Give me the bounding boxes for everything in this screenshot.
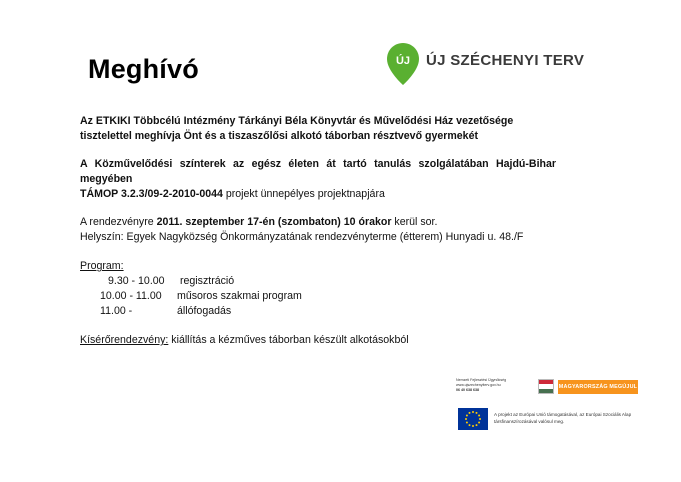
- eu-support-text: A projekt az Európai Unió támogatásával, az Európai Szociális Alap társfinanszírozásával valósul meg.: [494, 412, 632, 424]
- sponsor-footer: [456, 372, 646, 434]
- program-time: 10.00 - 11.00: [100, 290, 162, 302]
- intro-paragraph: Az ETKIKI Többcélú Intézmény Tárkányi Béla Könyvtár és Művelődési Ház vezetősége tisztelettel meghívja Önt és a tiszaszőlősi alkotó táborban résztvevő gyermekét: [80, 115, 514, 142]
- uj-szechenyi-terv-logo: [386, 42, 584, 86]
- program-title: regisztráció: [180, 275, 235, 287]
- event-suffix: kerül sor.: [391, 216, 438, 228]
- program-title: állófogadás: [177, 305, 232, 317]
- project-title: A Közművelődési színterek az egész életen át tartó tanulás szolgálatában Hajdú-Bihar megyében: [80, 158, 556, 185]
- agency-phone: 06 40 638 638: [456, 388, 479, 392]
- logo-text: ÚJ SZÉCHENYI TERV: [426, 51, 585, 69]
- program-item: [80, 304, 556, 319]
- side-event-paragraph: [80, 333, 556, 348]
- agency-web: www.ujszechenyiterv.gov.hu: [456, 383, 501, 387]
- venue-text: Helyszín: Egyek Nagyközség Önkormányzatának rendezvényterme (étterem) Hunyadi u. 48./F: [80, 231, 524, 243]
- side-event-text: kiállítás a kézműves táborban készült alkotásokból: [168, 334, 409, 346]
- agency-info: [456, 378, 520, 393]
- program-time: 11.00 -: [100, 305, 133, 317]
- hungarian-flag-icon: [538, 379, 554, 394]
- page-title: Meghívó: [88, 54, 199, 84]
- side-event-label: Kísérőrendezvény:: [80, 334, 169, 346]
- project-rest: projekt ünnepélyes projektnapjára: [222, 188, 385, 200]
- program-label: Program:: [80, 260, 124, 272]
- agency-name: Nemzeti Fejlesztési Ügynökség: [456, 378, 507, 382]
- logo-pin-letters: ÚJ: [395, 55, 411, 67]
- eu-flag-icon: [458, 408, 488, 430]
- project-code: TÁMOP 3.2.3/09-2-2010-0044: [80, 188, 223, 200]
- program-title: műsoros szakmai program: [177, 290, 302, 302]
- event-date: 2011. szeptember 17-én (szombaton) 10 órakor: [156, 216, 392, 228]
- project-paragraph: [80, 157, 556, 202]
- program-item: [80, 289, 556, 304]
- map-pin-icon: [386, 42, 420, 86]
- invitation-body: [80, 114, 556, 348]
- program-time: 9.30 - 10.00: [108, 275, 165, 287]
- magyarorszag-megujul-banner: MAGYARORSZÁG MEGÚJUL: [558, 380, 638, 394]
- event-paragraph: [80, 215, 556, 245]
- program-item: [80, 274, 556, 289]
- event-prefix: A rendezvényre: [80, 216, 157, 228]
